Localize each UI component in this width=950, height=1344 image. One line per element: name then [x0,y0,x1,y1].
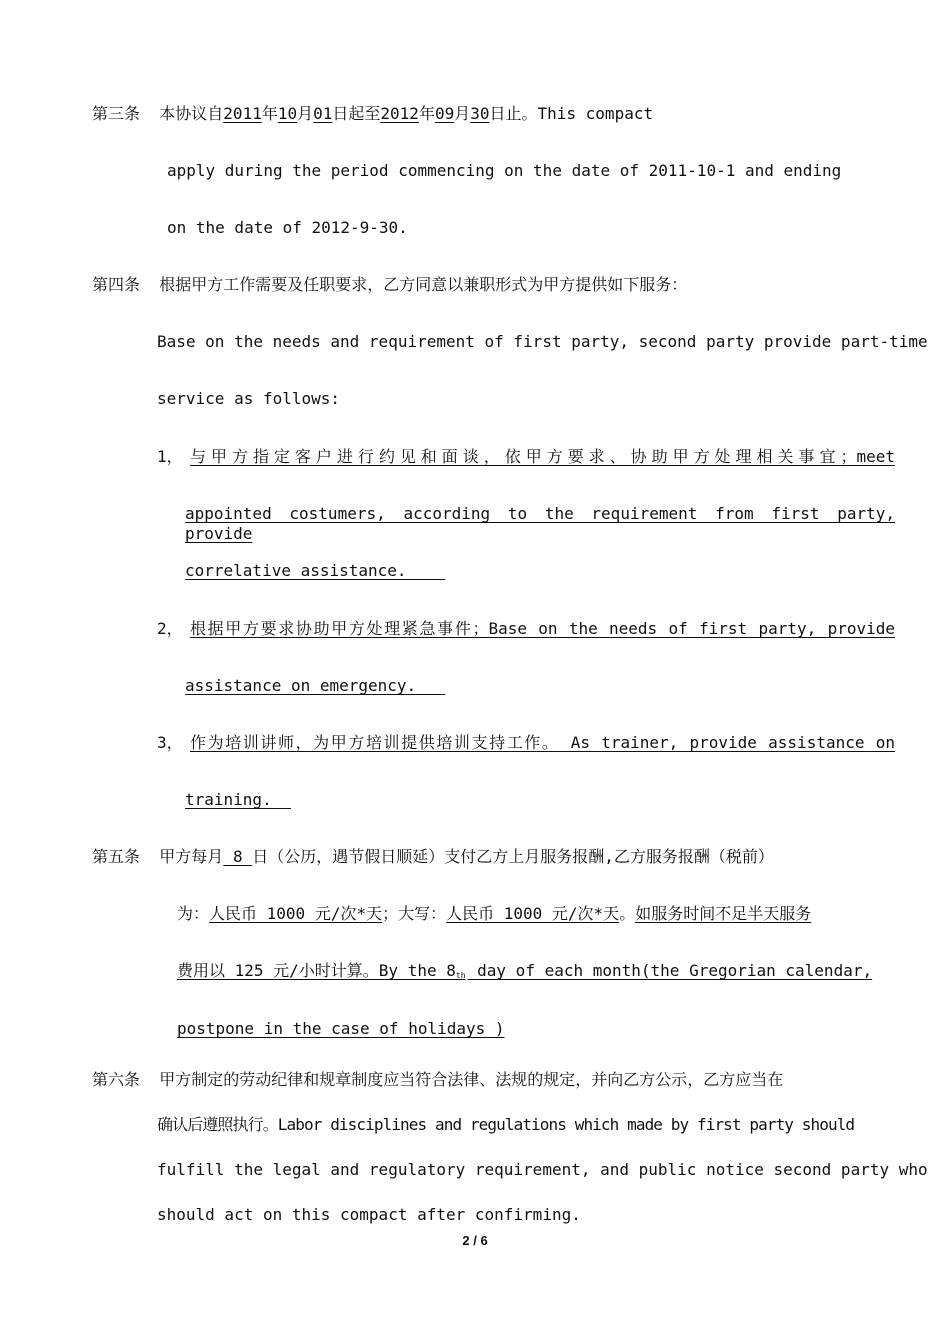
art3-label: 第三条 [92,104,141,123]
art6-label: 第六条 [92,1070,141,1089]
year-label: 年 [418,104,435,123]
art5-sep2: 。 [619,904,636,923]
art3-text-end: 日止。This compact [489,104,654,123]
art5-line1 [92,847,774,867]
art5-sep1: ；大写： [382,904,447,923]
art6-line3: fulfill the legal and regulatory requirement, and public notice second party who [157,1160,928,1179]
month-label: 月 [297,104,314,123]
start-month: 10 [277,104,298,123]
month-label: 月 [454,104,471,123]
item2-line1: 根据甲方要求协助甲方处理紧急事件；Base on the needs of first party, provide [190,619,895,638]
item1-line3: correlative assistance. [185,561,446,580]
art5-l3-pre: 费用以 125 元/小时计算。By the 8 [177,961,456,980]
art5-text-cont: 日（公历，遇节假日顺延）支付乙方上月服务报酬,乙方服务报酬（税前） [252,847,774,866]
art5-line4: postpone in the case of holidays ) [177,1019,505,1038]
art6-line1 [92,1070,783,1090]
item1-line2: appointed costumers, according to the requirement from first party, provide [185,504,895,543]
end-year: 2012 [380,104,419,123]
page-number [0,1233,950,1248]
art6-line2: 确认后遵照执行。Labor disciplines and regulations which made by first party should [157,1115,855,1134]
pay-day [223,847,252,866]
art5-l2-pre: 为： [177,904,210,923]
art3-line3: on the date of 2012-9-30. [167,218,408,237]
pay-day-value: 8 [232,847,243,866]
item2-line2: assistance on emergency. [185,676,446,695]
fee-amount-words: 人民币 1000 元/次*天 [446,904,620,923]
half-day-clause: 如服务时间不足半天服务 [635,904,812,923]
art6-line4: should act on this compact after confirming. [157,1205,581,1224]
art4-text: 根据甲方工作需要及任职要求，乙方同意以兼职形式为甲方提供如下服务： [159,275,688,294]
art4-en2: service as follows: [157,389,341,408]
art5-l3-post: day of each month(the Gregorian calendar, [467,961,873,980]
year-label: 年 [261,104,278,123]
art3-line1 [92,104,653,124]
end-day: 30 [470,104,490,123]
art3-line2: apply during the period commencing on the date of 2011-10-1 and ending [167,161,842,180]
art5-label: 第五条 [92,847,141,866]
item3-number: 3， [157,733,183,752]
day-label: 日起至 [332,104,381,123]
art4-label: 第四条 [92,275,141,294]
page-separator: / [473,1233,477,1248]
art5-line2 [177,904,811,924]
art5-line3 [177,961,872,984]
total-pages: 6 [480,1233,488,1248]
fee-amount: 人民币 1000 元/次*天 [209,904,383,923]
item2-number: 2， [157,619,183,638]
item1-number: 1， [157,447,183,466]
start-day: 01 [313,104,333,123]
art5-text: 甲方每月 [159,847,224,866]
art4-en1-text: Base on the needs and requirement of first party, second party provide part-time [157,332,928,351]
end-month: 09 [434,104,455,123]
item3-line2: training. [185,790,291,809]
start-year: 2011 [223,104,262,123]
item1-line1: 与甲方指定客户进行约见和面谈，依甲方要求、协助甲方处理相关事宜；meet [190,447,895,466]
current-page: 2 [462,1233,470,1248]
art3-text: 本协议自 [159,104,224,123]
art6-text: 甲方制定的劳动纪律和规章制度应当符合法律、法规的规定，并向乙方公示，乙方应当在 [159,1070,784,1089]
ordinal-suffix: th [455,971,466,980]
art4-en1 [157,332,928,352]
item3-line1: 作为培训讲师，为甲方培训提供培训支持工作。 As trainer, provide assistance on [190,733,895,752]
art4-line1 [92,275,687,295]
